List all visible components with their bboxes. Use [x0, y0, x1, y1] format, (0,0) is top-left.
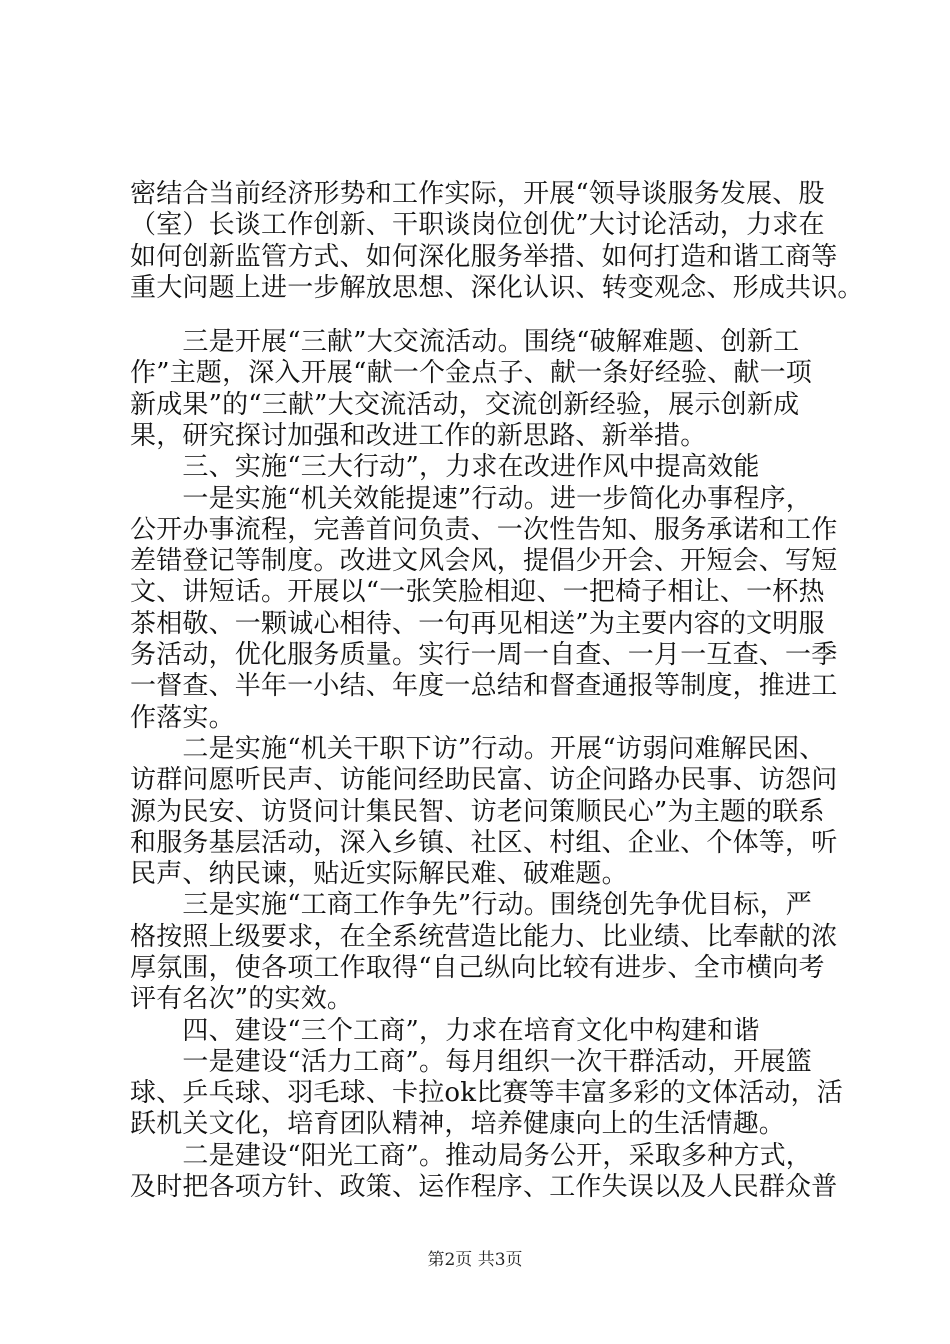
text-line: 作”主题，深入开展“献一个金点子、献一条好经验、献一项	[130, 358, 812, 388]
text-line: 跃机关文化，培育团队精神，培养健康向上的生活情趣。	[130, 1109, 786, 1139]
text-line: 一督查、半年一小结、年度一总结和督查通报等制度，推进工	[130, 671, 838, 701]
text-line: 重大问题上进一步解放思想、深化认识、转变观念、形成共识。	[130, 273, 864, 303]
text-line: 三是开展“三献”大交流活动。围绕“破解难题、创新工	[130, 327, 800, 357]
text-line: 务活动，优化服务质量。实行一周一自查、一月一互查、一季	[130, 640, 838, 670]
text-line: 一是实施“机关效能提速”行动。进一步简化办事程序，	[130, 484, 812, 514]
text-line: 球、乒乓球、羽毛球、卡拉ok比赛等丰富多彩的文体活动，活	[130, 1078, 844, 1108]
text-line: 二是实施“机关干职下访”行动。开展“访弱问难解民困、	[130, 734, 826, 764]
text-line: 和服务基层活动，深入乡镇、社区、村组、企业、个体等，听	[130, 828, 838, 858]
section-heading: 四、建设“三个工商”，力求在培育文化中构建和谐	[130, 1016, 760, 1046]
text-line: 二是建设“阳光工商”。推动局务公开，采取多种方式，	[130, 1141, 812, 1171]
section-heading: 三、实施“三大行动”，力求在改进作风中提高效能	[130, 452, 760, 482]
page-number-footer: 第2页 共3页	[427, 1250, 523, 1270]
text-line: 新成果”的“三献”大交流活动，交流创新经验，展示创新成	[130, 390, 800, 420]
text-line: 三是实施“工商工作争先”行动。围绕创先争优目标，严	[130, 890, 812, 920]
text-line: 一是建设“活力工商”。每月组织一次干群活动，开展篮	[130, 1047, 812, 1077]
text-line: 作落实。	[130, 703, 235, 733]
text-line: 访群问愿听民声、访能问经助民富、访企问路办民事、访怨问	[130, 765, 838, 795]
text-line: 公开办事流程，完善首问负责、一次性告知、服务承诺和工作	[130, 515, 838, 545]
text-line: 茶相敬、一颗诚心相待、一句再见相送”为主要内容的文明服	[130, 609, 825, 639]
text-line: 文、讲短话。开展以“一张笑脸相迎、一把椅子相让、一杯热	[130, 577, 825, 607]
text-line: 果，研究探讨加强和改进工作的新思路、新举措。	[130, 421, 707, 451]
text-line: （室）长谈工作创新、干职谈岗位创优”大讨论活动，力求在	[130, 210, 825, 240]
text-line: 民声、纳民谏，贴近实际解民难、破难题。	[130, 859, 628, 889]
text-line: 源为民安、访贤问计集民智、访老问策顺民心”为主题的联系	[130, 797, 825, 827]
text-line: 评有名次”的实效。	[130, 984, 354, 1014]
text-line: 及时把各项方针、政策、运作程序、工作失误以及人民群众普	[130, 1172, 838, 1202]
text-line: 厚氛围，使各项工作取得“自己纵向比较有进步、全市横向考	[130, 953, 825, 983]
text-line: 如何创新监管方式、如何深化服务举措、如何打造和谐工商等	[130, 242, 838, 272]
text-line: 密结合当前经济形势和工作实际，开展“领导谈服务发展、股	[130, 179, 825, 209]
text-line: 差错登记等制度。改进文风会风，提倡少开会、开短会、写短	[130, 546, 838, 576]
text-line: 格按照上级要求，在全系统营造比能力、比业绩、比奉献的浓	[130, 922, 838, 952]
